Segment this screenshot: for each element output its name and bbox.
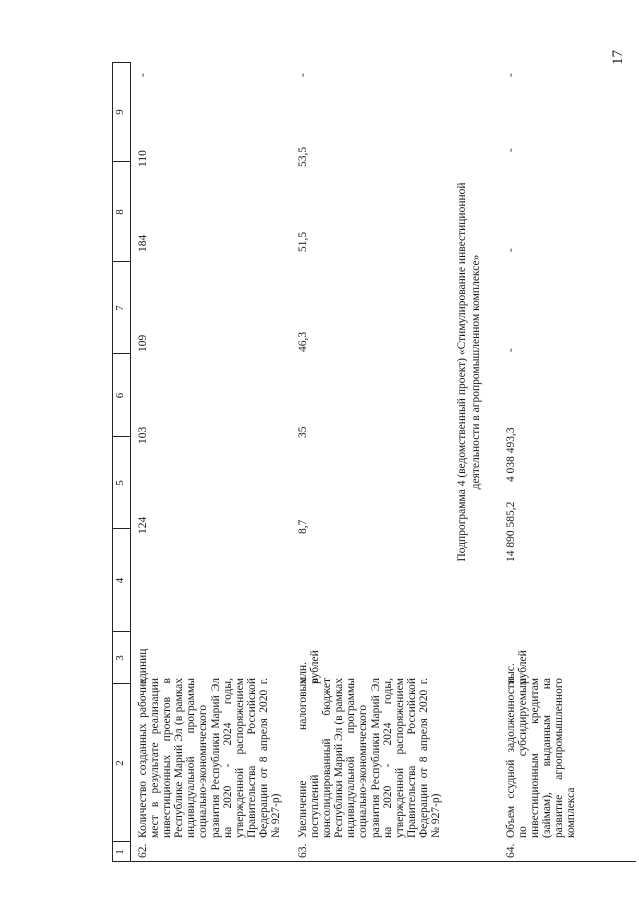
- row-63-col4: 8,7: [297, 519, 309, 534]
- row-64-col9: -: [505, 73, 517, 77]
- table-top-border: [112, 62, 113, 862]
- col-border-left: [112, 861, 636, 862]
- subprogram-line-1: Подпрограмма 4 (ведомственный проект) «Стимулирование инвестиционной: [456, 182, 468, 562]
- row-63-number: 63.: [297, 843, 309, 858]
- header-col-1: 1: [114, 849, 126, 855]
- row-62-col7: 184: [137, 234, 149, 252]
- header-col-5: 5: [114, 480, 126, 486]
- row-62-number: 62.: [137, 843, 149, 858]
- header-bottom-border: [130, 62, 131, 862]
- header-col-9: 9: [114, 109, 126, 115]
- row-64-name: Объем ссудной задолженности по субсидируемым инвестиционным кредитам (займам), выданным на развитие агропромышленного комплекса: [505, 678, 578, 838]
- row-64-col5: 4 038 493,3: [505, 427, 517, 482]
- row-64-col8: -: [505, 148, 517, 152]
- row-63-unit: млн. рублей: [297, 650, 322, 684]
- row-64-number: 64.: [505, 843, 517, 858]
- row-62-unit: единиц: [137, 648, 149, 684]
- header-col-3: 3: [114, 655, 126, 661]
- row-63-col5: 35: [297, 426, 309, 438]
- row-63-col9: -: [297, 73, 309, 77]
- subprogram-line-2: деятельности в агропромышленном комплексе»: [470, 254, 482, 490]
- header-col-8: 8: [114, 209, 126, 215]
- row-63-col6: 46,3: [297, 331, 309, 352]
- row-64-col7: -: [505, 248, 517, 252]
- header-col-6: 6: [114, 392, 126, 399]
- indicators-table: [112, 62, 636, 862]
- header-col-7: 7: [114, 305, 126, 311]
- header-col-4: 4: [114, 577, 126, 584]
- row-62-col8: 110: [137, 150, 149, 167]
- row-62-name: Количество созданных рабочих мест в результате реализации инвестиционных проектов в Республике Марий Эл (в рамках индивидуальной программы социально-экономического развития Республики Марий Эл на 2020 - 2024 годы, утвержденной распоряжением Правительства Российской Федерации от 8 апреля 2020 г. № 927-р): [137, 678, 283, 838]
- page-number: 17: [610, 50, 626, 65]
- row-62-col9: -: [137, 73, 149, 77]
- row-62-col4: 124: [137, 516, 149, 534]
- row-64-unit: тыс. рублей: [505, 650, 530, 684]
- row-63-col7: 51,5: [297, 231, 309, 252]
- row-63-col8: 53,5: [297, 146, 309, 167]
- header-col-2: 2: [114, 760, 126, 766]
- row-62-col6: 109: [137, 334, 149, 352]
- subprogram-heading: [455, 112, 483, 632]
- row-64-col4: 14 890 585,2: [505, 501, 517, 562]
- row-64-col6: -: [505, 348, 517, 352]
- row-62-col5: 103: [137, 426, 149, 444]
- row-63-name: Увеличение налоговых поступлений в консолидированный бюджет Республики Марий Эл (в рамках индивидуальной программы социально-экономического развития Республики Марий Эл на 2020 - 2024 годы, утвержденной распоряжением Правительства Российской Федерации от 8 апреля 2020 г. № 927-р): [297, 678, 443, 838]
- rotated-page: [112, 62, 636, 862]
